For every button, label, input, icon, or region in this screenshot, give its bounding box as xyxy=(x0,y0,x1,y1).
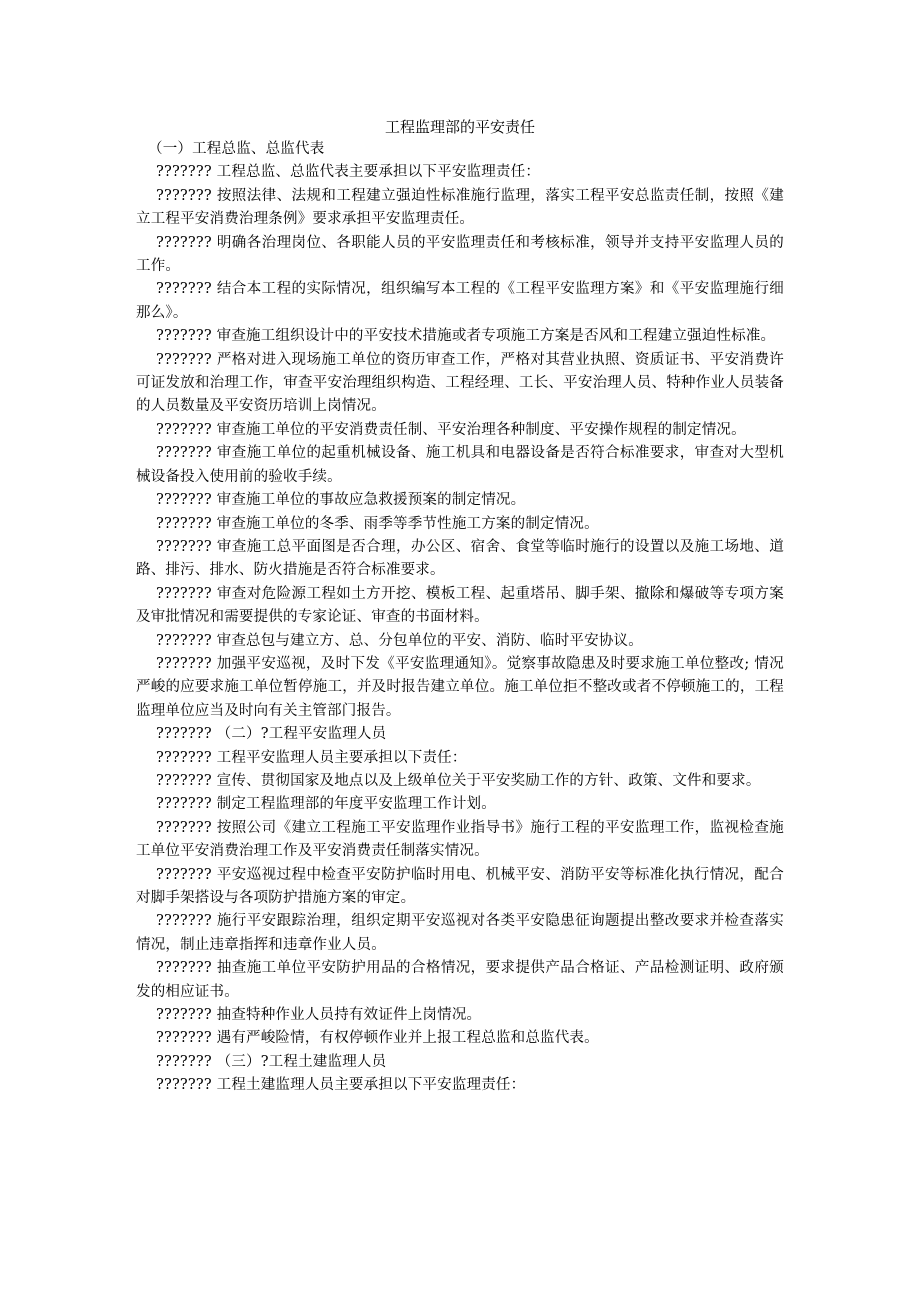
paragraph: ??????? 审查施工单位的事故应急救援预案的制定情况。 xyxy=(156,492,526,509)
paragraph: ??????? 审查施工单位的平安消费责任制、平安治理各种制度、平安操作规程的制定情况。 xyxy=(156,421,746,438)
paragraph: ??????? 抽查特种作业人员持有效证件上岗情况。 xyxy=(156,1007,482,1024)
paragraph: ??????? 审查总包与建立方、总、分包单位的平安、消防、临时平安协议。 xyxy=(156,632,643,649)
paragraph: ??????? 严格对进入现场施工单位的资历审查工作，严格对其营业执照、资质证书、平安消费许可证发放和治理工作，审查平安治理组织构造、工程经理、工长、平安治理人员、特种作业人员装备的人员数量及平安资历培训上岗情况。 xyxy=(136,351,784,415)
paragraph: ??????? 加强平安巡视，及时下发《平安监理通知》。觉察事故隐患及时要求施工单位整改; 情况严峻的应要求施工单位暂停施工，并及时报告建立单位。施工单位拒不整改或者不停顿施工的，工程监理单位应当及时向有关主管部门报告。 xyxy=(136,655,784,719)
paragraph: ??????? 按照法律、法规和工程建立强迫性标准施行监理，落实工程平安总监责任制，按照《建立工程平安消费治理条例》要求承担平安监理责任。 xyxy=(136,187,784,228)
paragraph: ??????? 宣传、贯彻国家及地点以及上级单位关于平安奖励工作的方针、政策、文件和要求。 xyxy=(156,772,761,789)
section-heading: （一）工程总监、总监代表 xyxy=(148,141,325,157)
document-body xyxy=(136,138,784,1098)
paragraph: ??????? 施行平安跟踪治理，组织定期平安巡视对各类平安隐患征询题提出整改要求并检查落实情况，制止违章指挥和违章作业人员。 xyxy=(136,913,784,953)
paragraph: ??????? 审查施工组织设计中的平安技术措施或者专项施工方案是否风和工程建立强迫性标准。 xyxy=(156,328,776,345)
paragraph: ??????? 审查施工总平面图是否合理，办公区、宿舍、食堂等临时施行的设置以及施工场地、道路、排污、排水、防火措施是否符合标准要求。 xyxy=(136,538,784,579)
paragraph: ??????? 明确各治理岗位、各职能人员的平安监理责任和考核标准，领导并支持平安监理人员的工作。 xyxy=(136,234,784,275)
paragraph: ??????? 制定工程监理部的年度平安监理工作计划。 xyxy=(156,796,496,813)
paragraph: ??????? （二）?工程平安监理人员 xyxy=(156,726,387,743)
paragraph: ??????? 平安巡视过程中检查平安防护临时用电、机械平安、消防平安等标准化执行情况，配合对脚手架搭设与各项防护措施方案的审定。 xyxy=(136,866,784,906)
paragraph: ??????? 工程总监、总监代表主要承担以下平安监理责任： xyxy=(156,164,541,181)
paragraph: ??????? 审查对危险源工程如土方开挖、模板工程、起重塔吊、脚手架、撤除和爆破等专项方案及审批情况和需要提供的专家论证、审查的书面材料。 xyxy=(136,585,784,626)
document-title: 工程监理部的平安责任 xyxy=(384,118,535,136)
paragraph: ??????? 工程土建监理人员主要承担以下平安监理责任： xyxy=(156,1077,526,1094)
paragraph: ??????? 抽查施工单位平安防护用品的合格情况，要求提供产品合格证、产品检测证明、政府颁发的相应证书。 xyxy=(136,960,784,1000)
paragraph: ??????? 工程平安监理人员主要承担以下责任： xyxy=(156,749,467,766)
paragraph: ??????? 结合本工程的实际情况，组织编写本工程的《工程平安监理方案》和《平安监理施行细那么》。 xyxy=(136,281,784,321)
paragraph: ??????? （三）?工程土建监理人员 xyxy=(156,1053,387,1070)
paragraph: ??????? 遇有严峻险情，有权停顿作业并上报工程总监和总监代表。 xyxy=(156,1030,599,1047)
paragraph: ??????? 审查施工单位的起重机械设备、施工机具和电器设备是否符合标准要求，审查对大型机械设备投入使用前的验收手续。 xyxy=(136,445,784,485)
paragraph: ??????? 按照公司《建立工程施工平安监理作业指导书》施行工程的平安监理工作，监视检查施工单位平安消费治理工作及平安消费责任制落实情况。 xyxy=(136,819,784,860)
paragraph: ??????? 审查施工单位的冬季、雨季等季节性施工方案的制定情况。 xyxy=(156,515,599,532)
